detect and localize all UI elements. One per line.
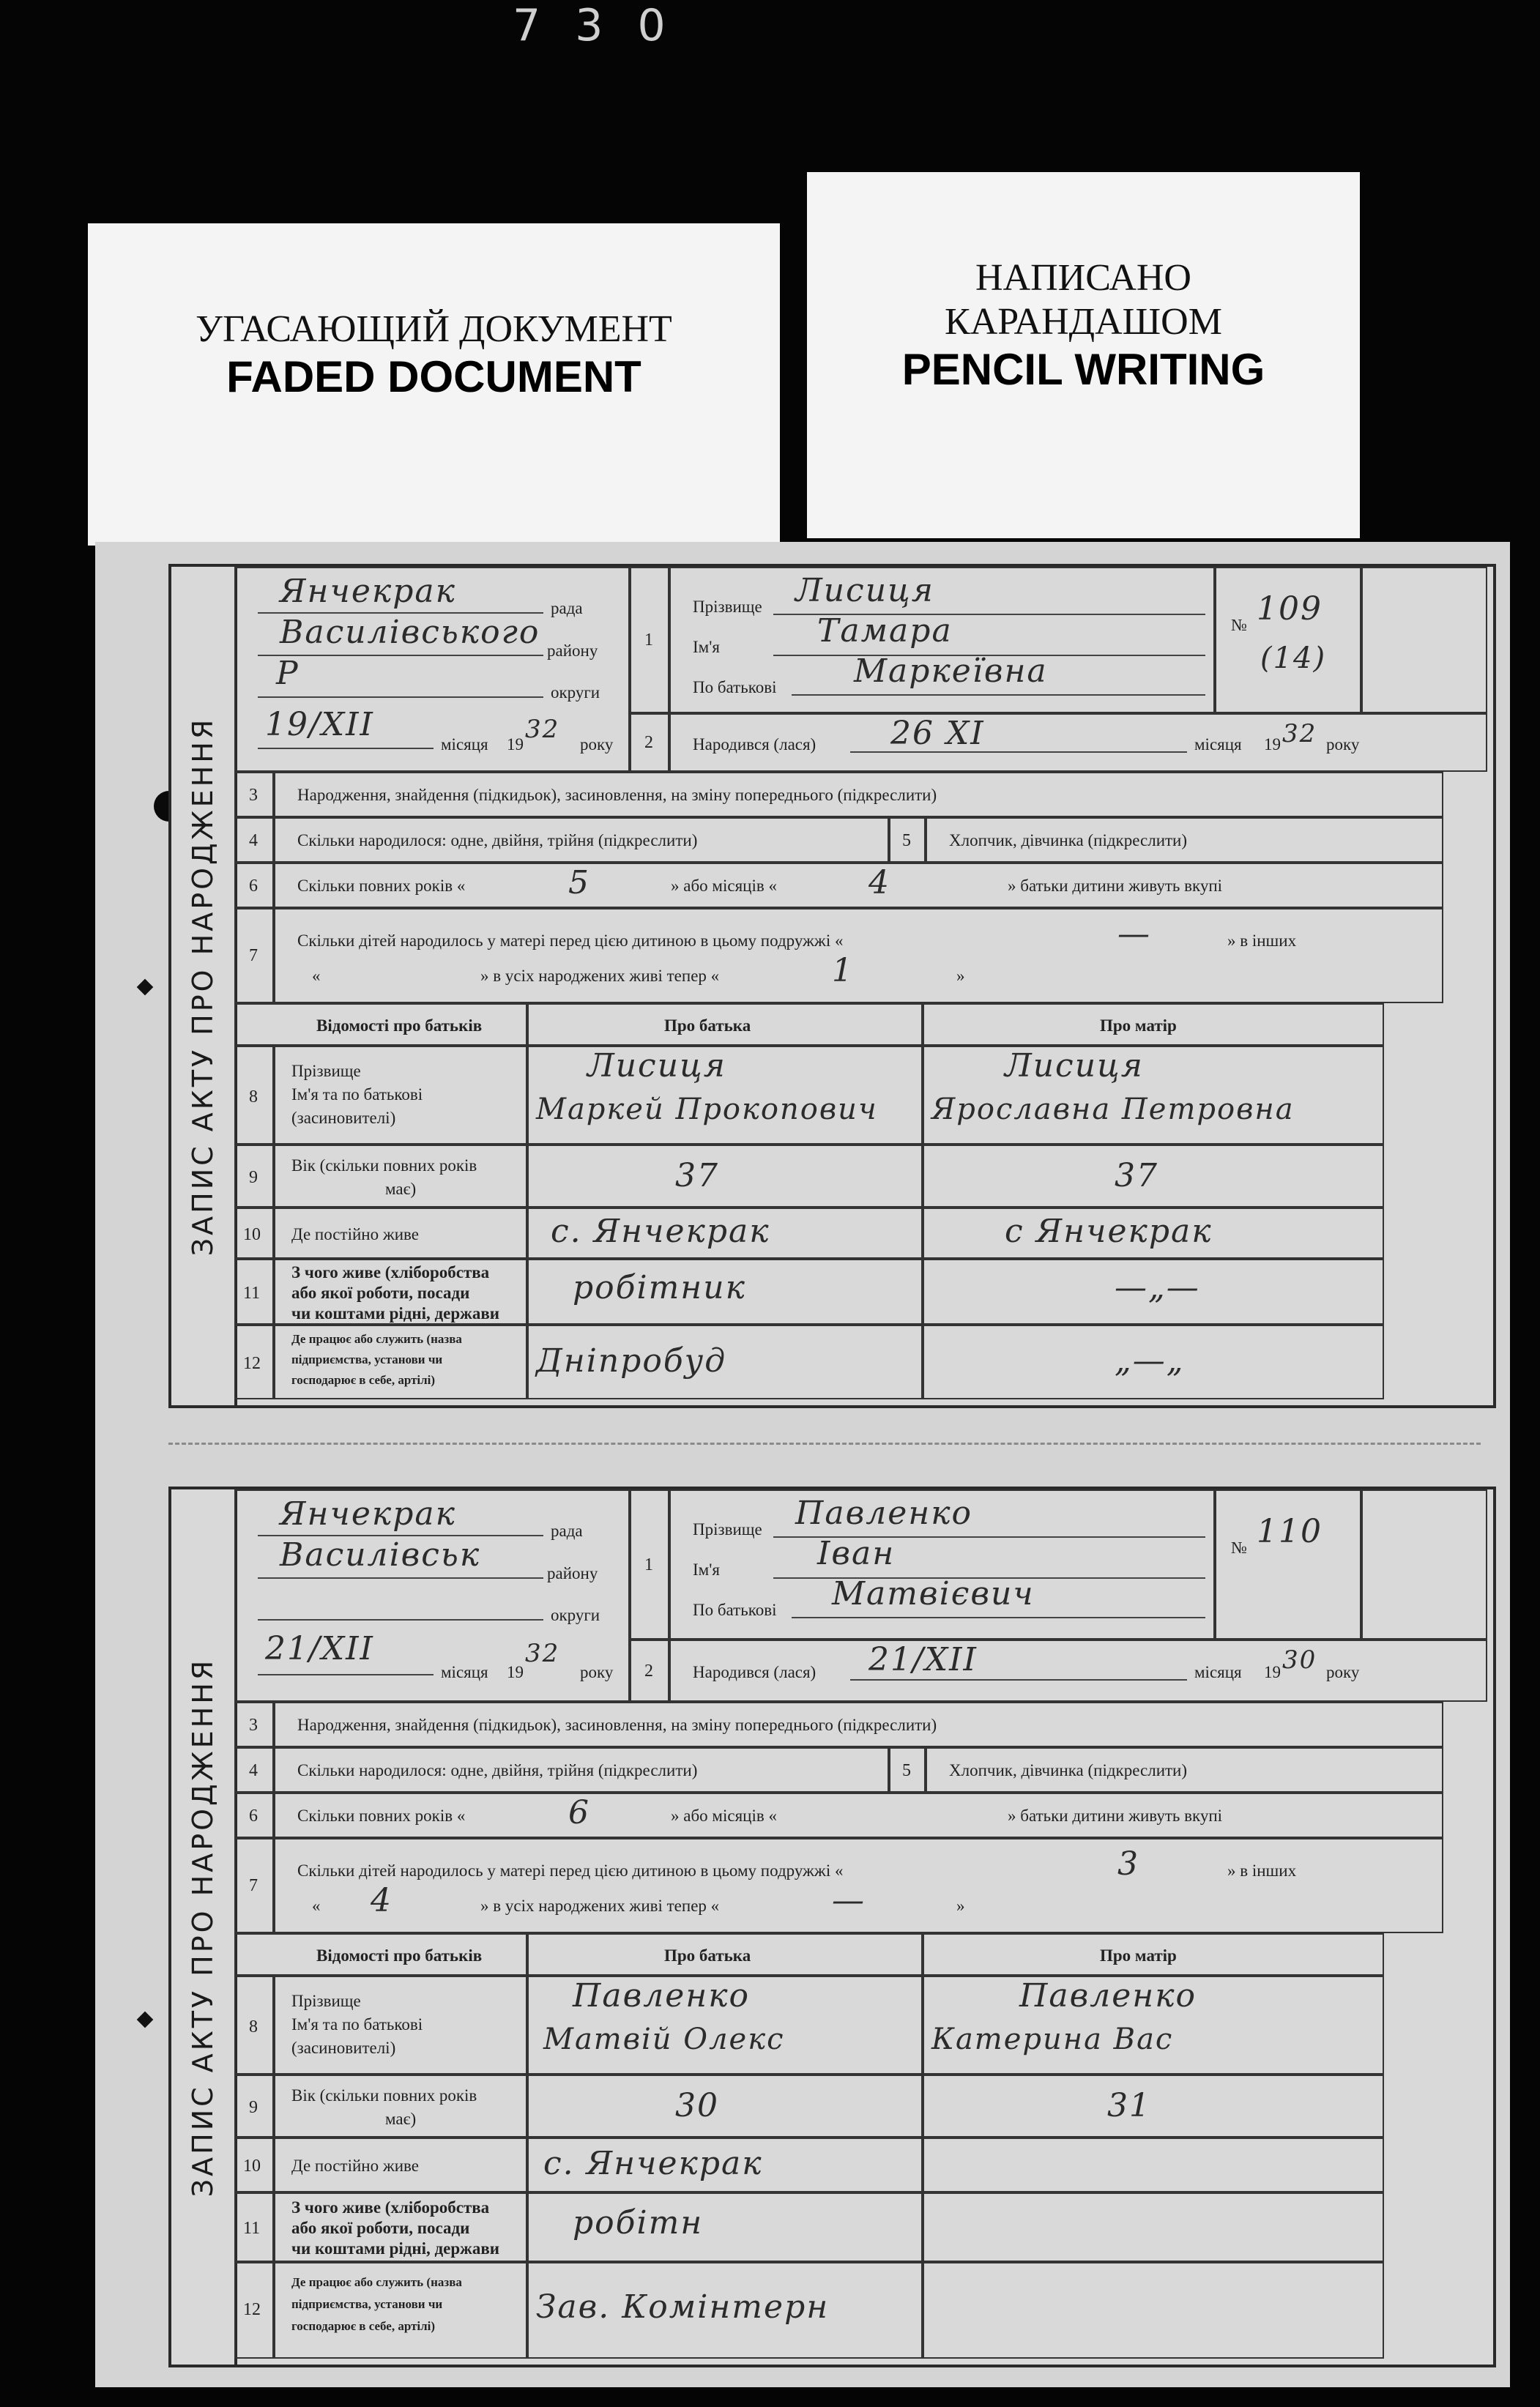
- row-number-1: 1: [644, 630, 653, 650]
- mother-work: „—„: [1115, 1342, 1185, 1380]
- father-name: Матвій Олекс: [543, 2023, 785, 2056]
- row-7-text-a: Скільки дітей народилось у матері перед цією дитиною в цьому подружжі «: [297, 1861, 844, 1880]
- okruga-label: округи: [551, 1606, 600, 1624]
- father-age: 37: [675, 1157, 719, 1194]
- r9-line-1: Вік (скільки повних років: [291, 1156, 477, 1175]
- father-residence: с. Янчекрак: [543, 2145, 763, 2182]
- patronymic-label: По батькові: [693, 1601, 777, 1619]
- header-info-cell: [234, 1933, 527, 1976]
- name-label: Ім'я: [693, 638, 720, 656]
- row-number-4: 4: [249, 1761, 258, 1780]
- row-number-12: 12: [243, 2300, 261, 2319]
- row-number-cell: [630, 567, 669, 713]
- r8-line-2: Ім'я та по батькові: [291, 2015, 423, 2034]
- row-6-months-label: » або місяців «: [671, 1807, 777, 1825]
- father-residence-cell: [527, 2138, 923, 2192]
- birth-year: 32: [1282, 719, 1317, 748]
- surname-label: Прізвище: [693, 1520, 762, 1539]
- row-3-text: Народження, знайдення (підкидьок), засиновлення, на зміну попереднього (підкреслити): [297, 786, 937, 804]
- name-label: Ім'я: [693, 1560, 720, 1579]
- row-4-cell: [274, 1747, 889, 1793]
- mother-surname: Павленко: [1019, 1977, 1197, 2014]
- r12-line-1: Де працює або служить (назва: [291, 1332, 462, 1346]
- row-7-text-e: »: [956, 967, 965, 985]
- document-page: [95, 542, 1510, 2387]
- row-number-8: 8: [249, 1087, 258, 1106]
- patronymic-label: По батькові: [693, 678, 777, 696]
- row-number-cell: [234, 863, 274, 908]
- mother-residence-cell: [923, 1208, 1384, 1259]
- mother-name-cell: [923, 1046, 1384, 1145]
- number-label: №: [1231, 616, 1247, 634]
- row-12-label-cell: [274, 2262, 527, 2359]
- row-number-7: 7: [249, 946, 258, 965]
- registration-date: 21/XII: [265, 1630, 374, 1667]
- row-7-text-c: «: [312, 1897, 321, 1915]
- row-number-cell: [630, 1489, 669, 1640]
- birth-year-prefix: 19: [1264, 1663, 1281, 1681]
- r8-line-3: (засиновителі): [291, 2039, 396, 2057]
- row-7-text-b: » в інших: [1227, 931, 1297, 950]
- year-label: року: [580, 1663, 614, 1681]
- row-9-label-cell: [274, 1145, 527, 1208]
- rada-value: Янчекрак: [280, 573, 456, 610]
- row-3-text: Народження, знайдення (підкидьок), засиновлення, на зміну попереднього (підкреслити): [297, 1716, 937, 1734]
- row-number-cell: [234, 1793, 274, 1838]
- row-number-cell: [234, 1702, 274, 1747]
- years-together: 5: [568, 864, 590, 901]
- birth-year-label: року: [1326, 1663, 1360, 1681]
- row-number-cell: [889, 817, 926, 863]
- row-number-cell: [234, 817, 274, 863]
- row-number-10: 10: [243, 1225, 261, 1244]
- row-4-cell: [274, 817, 889, 863]
- children-this-marriage: —: [1117, 915, 1151, 953]
- okruga-label: округи: [551, 683, 600, 702]
- mother-occupation-cell: [923, 1259, 1384, 1325]
- birth-day: 26 XI: [890, 715, 985, 752]
- birth-record-card-1: [168, 564, 1496, 1408]
- card-separator: [168, 1443, 1481, 1445]
- header-father-cell: [527, 1933, 923, 1976]
- row-12-label-cell: [274, 1325, 527, 1399]
- r9-line-1: Вік (скільки повних років: [291, 2086, 477, 2105]
- blank-cell: [1361, 1489, 1487, 1640]
- r8-line-2: Ім'я та по батькові: [291, 1085, 423, 1104]
- faded-label-en: FADED DOCUMENT: [226, 352, 641, 401]
- birth-year-label: року: [1326, 735, 1360, 754]
- rayon-value: Василівськ: [280, 1536, 481, 1574]
- row-3-cell: [274, 1702, 1443, 1747]
- rada-label: рада: [551, 1522, 583, 1540]
- r11-line-1: З чого живе (хліборобства: [291, 2198, 490, 2217]
- row-number-6: 6: [249, 1807, 258, 1826]
- mother-work-cell: [923, 2262, 1384, 2359]
- row-7-text-d: » в усіх народжених живі тепер «: [480, 1897, 720, 1915]
- row-8-label-cell: [274, 1976, 527, 2075]
- row-7-text-a: Скільки дітей народилось у матері перед цією дитиною в цьому подружжі «: [297, 931, 844, 950]
- pencil-label-en: PENCIL WRITING: [901, 345, 1265, 394]
- row-number-2: 2: [644, 1662, 653, 1681]
- record-number-cell: [1215, 567, 1361, 713]
- r12-line-3: господарює в себе, артілі): [291, 1373, 436, 1387]
- mother-age-cell: [923, 2075, 1384, 2138]
- faded-label-ru: УГАСАЮЩИЙ ДОКУМЕНТ: [196, 308, 672, 350]
- row-7-text-c: «: [312, 967, 321, 985]
- birth-date-cell: [669, 713, 1487, 772]
- r9-line-2: має): [385, 1180, 417, 1198]
- child-name: Тамара: [817, 612, 953, 650]
- father-surname: Павленко: [573, 1977, 751, 2014]
- father-age-cell: [527, 1145, 923, 1208]
- row-6-tail: » батьки дитини живуть вкупі: [1008, 1807, 1223, 1825]
- row-6-years-label: Скільки повних років «: [297, 877, 466, 895]
- pencil-label-ru1: НАПИСАНО: [975, 257, 1191, 299]
- blank-cell: [1361, 567, 1487, 713]
- side-title: ЗАПИС АКТУ ПРО НАРОДЖЕННЯ: [171, 1489, 237, 2365]
- row-number-cell: [234, 1747, 274, 1793]
- row-5-cell: [926, 1747, 1443, 1793]
- row-number-5: 5: [902, 1761, 911, 1780]
- r11-line-2: або якої роботи, посади: [291, 2219, 470, 2237]
- row-number-cell: [234, 1259, 274, 1325]
- row-number-cell: [234, 1325, 274, 1399]
- father-occupation-cell: [527, 1259, 923, 1325]
- row-11-label-cell: [274, 2192, 527, 2262]
- registration-year: 32: [525, 1639, 560, 1668]
- row-number-6: 6: [249, 877, 258, 896]
- r12-line-3: господарює в себе, артілі): [291, 2319, 436, 2333]
- okruga-value: Р: [276, 655, 300, 692]
- r11-line-1: З чого живе (хліборобства: [291, 1263, 490, 1281]
- row-5-cell: [926, 817, 1443, 863]
- record-number: 110: [1257, 1513, 1323, 1550]
- row-7-cell: [274, 1838, 1443, 1933]
- row-8-label-cell: [274, 1046, 527, 1145]
- father-name-cell: [527, 1046, 923, 1145]
- row-number-5: 5: [902, 831, 911, 850]
- row-number-cell: [234, 772, 274, 817]
- r12-line-1: Де працює або служить (назва: [291, 2275, 462, 2289]
- children-this-marriage: 3: [1117, 1845, 1139, 1883]
- row-number-11: 11: [243, 1284, 261, 1303]
- father-work: Дніпробуд: [536, 1342, 727, 1380]
- row-number-cell: [234, 1046, 274, 1145]
- father-occupation-cell: [527, 2192, 923, 2262]
- mother-residence: с Янчекрак: [1005, 1213, 1213, 1250]
- birth-record-card-2: [168, 1487, 1496, 2367]
- record-number-cell: [1215, 1489, 1361, 1640]
- archive-number: 7 3 0: [513, 0, 676, 51]
- months-together: 4: [868, 864, 890, 901]
- father-occupation: робітник: [573, 1269, 746, 1306]
- r8-line-1: Прізвище: [291, 1062, 361, 1080]
- father-work-cell: [527, 2262, 923, 2359]
- child-name-cell: [669, 1489, 1215, 1640]
- rada-label: рада: [551, 599, 583, 617]
- rayon-label: району: [547, 1564, 598, 1582]
- faded-document-label: [88, 223, 780, 546]
- header-info-cell: [234, 1003, 527, 1046]
- surname-label: Прізвище: [693, 598, 762, 616]
- row-6-years-label: Скільки повних років «: [297, 1807, 466, 1825]
- rayon-value: Василівського: [280, 614, 540, 651]
- row-number-11: 11: [243, 2219, 261, 2238]
- mother-occupation: —„—: [1115, 1269, 1200, 1306]
- col-info-label: Відомості про батьків: [316, 1946, 483, 1965]
- child-surname: Лисиця: [795, 572, 934, 609]
- father-age: 30: [675, 2087, 719, 2124]
- birth-month-label: місяця: [1194, 735, 1242, 754]
- record-number: 109: [1257, 590, 1323, 628]
- col-mother-label: Про матір: [1100, 1016, 1177, 1035]
- mother-work-cell: [923, 1325, 1384, 1399]
- row-4-text: Скільки народилося: одне, двійня, трійня (підкреслити): [297, 1761, 698, 1779]
- row-3-cell: [274, 772, 1443, 817]
- child-surname: Павленко: [795, 1495, 973, 1532]
- rayon-label: району: [547, 641, 598, 660]
- father-work: Зав. Комінтерн: [536, 2288, 830, 2326]
- mother-age: 31: [1107, 2087, 1151, 2124]
- row-4-text: Скільки народилося: одне, двійня, трійня (підкреслити): [297, 831, 698, 849]
- pencil-writing-label: [807, 172, 1360, 538]
- row-number-cell: [234, 1838, 274, 1933]
- row-number-cell: [234, 1208, 274, 1259]
- row-6-cell: [274, 863, 1443, 908]
- row-6-cell: [274, 1793, 1443, 1838]
- r8-line-1: Прізвище: [291, 1992, 361, 2010]
- row-number-3: 3: [249, 786, 258, 805]
- born-label: Народився (лася): [693, 735, 817, 754]
- father-age-cell: [527, 2075, 923, 2138]
- birth-year-prefix: 19: [1264, 735, 1281, 754]
- row-number-4: 4: [249, 831, 258, 850]
- binding-mark: [137, 979, 154, 996]
- row-number-12: 12: [243, 1354, 261, 1373]
- alive-now: —: [832, 1882, 866, 1919]
- col-father-label: Про батька: [664, 1016, 751, 1035]
- row-5-text: Хлопчик, дівчинка (підкреслити): [949, 1761, 1188, 1779]
- registry-office-cell: [234, 1489, 630, 1702]
- row-number-cell: [234, 1145, 274, 1208]
- mother-age: 37: [1115, 1157, 1158, 1194]
- col-info-label: Відомості про батьків: [316, 1016, 483, 1035]
- birth-month-label: місяця: [1194, 1663, 1242, 1681]
- year-prefix: 19: [507, 735, 524, 754]
- child-patronymic: Матвієвич: [832, 1575, 1035, 1612]
- father-residence-cell: [527, 1208, 923, 1259]
- row-7-text-d: » в усіх народжених живі тепер «: [480, 967, 720, 985]
- r10-text: Де постійно живе: [291, 2157, 419, 2175]
- row-number-cell: [234, 1976, 274, 2075]
- mother-age-cell: [923, 1145, 1384, 1208]
- row-number-8: 8: [249, 2017, 258, 2036]
- row-number-cell: [234, 2192, 274, 2262]
- registry-office-cell: [234, 567, 630, 772]
- row-number-2: 2: [644, 733, 653, 752]
- row-number-9: 9: [249, 1168, 258, 1187]
- r11-line-2: або якої роботи, посади: [291, 1284, 470, 1302]
- r12-line-2: підприємства, установи чи: [291, 1353, 443, 1366]
- header-mother-cell: [923, 1003, 1384, 1046]
- side-title: ЗАПИС АКТУ ПРО НАРОДЖЕННЯ: [171, 567, 237, 1405]
- record-number-extra: (14): [1260, 641, 1327, 675]
- row-7-text-b: » в інших: [1227, 1861, 1297, 1880]
- mother-surname: Лисиця: [1005, 1047, 1144, 1085]
- row-7-text-e: »: [956, 1897, 965, 1915]
- birth-date-cell: [669, 1640, 1487, 1702]
- father-name: Маркей Прокопович: [536, 1093, 878, 1126]
- row-number-cell: [630, 1640, 669, 1702]
- child-name: Іван: [817, 1535, 896, 1572]
- binding-mark: [137, 2012, 154, 2028]
- father-work-cell: [527, 1325, 923, 1399]
- father-occupation: робітн: [573, 2204, 704, 2242]
- mother-residence-cell: [923, 2138, 1384, 2192]
- row-number-1: 1: [644, 1555, 653, 1574]
- registration-year: 32: [525, 715, 560, 744]
- registration-date: 19/XII: [265, 706, 374, 743]
- r8-line-3: (засиновителі): [291, 1109, 396, 1127]
- r10-text: Де постійно живе: [291, 1225, 419, 1243]
- r9-line-2: має): [385, 2110, 417, 2128]
- father-residence: с. Янчекрак: [551, 1213, 770, 1250]
- row-5-text: Хлопчик, дівчинка (підкреслити): [949, 831, 1188, 849]
- mother-name-cell: [923, 1976, 1384, 2075]
- years-together: 6: [568, 1794, 590, 1831]
- col-mother-label: Про матір: [1100, 1946, 1177, 1965]
- number-label: №: [1231, 1539, 1247, 1557]
- row-number-9: 9: [249, 2098, 258, 2117]
- row-number-10: 10: [243, 2157, 261, 2176]
- row-9-label-cell: [274, 2075, 527, 2138]
- header-father-cell: [527, 1003, 923, 1046]
- header-mother-cell: [923, 1933, 1384, 1976]
- row-7-cell: [274, 908, 1443, 1003]
- pencil-label-ru2: КАРАНДАШОМ: [945, 301, 1222, 343]
- born-label: Народився (лася): [693, 1663, 817, 1681]
- row-6-tail: » батьки дитини живуть вкупі: [1008, 877, 1223, 895]
- row-6-months-label: » або місяців «: [671, 877, 777, 895]
- row-11-label-cell: [274, 1259, 527, 1325]
- year-prefix: 19: [507, 1663, 524, 1681]
- row-number-cell: [889, 1747, 926, 1793]
- children-other: 4: [371, 1882, 393, 1919]
- year-label: року: [580, 735, 614, 754]
- r11-line-3: чи коштами рідні, держави: [291, 1304, 500, 1322]
- father-surname: Лисиця: [587, 1047, 726, 1085]
- mother-name: Ярославна Петровна: [931, 1093, 1295, 1126]
- row-10-label-cell: [274, 1208, 527, 1259]
- mother-occupation-cell: [923, 2192, 1384, 2262]
- col-father-label: Про батька: [664, 1946, 751, 1965]
- row-number-cell: [234, 908, 274, 1003]
- birth-year: 30: [1282, 1645, 1317, 1675]
- row-10-label-cell: [274, 2138, 527, 2192]
- row-number-cell: [234, 2138, 274, 2192]
- r11-line-3: чи коштами рідні, держави: [291, 2239, 500, 2258]
- alive-now: 1: [832, 952, 854, 989]
- row-number-cell: [630, 713, 669, 772]
- father-name-cell: [527, 1976, 923, 2075]
- row-number-3: 3: [249, 1716, 258, 1735]
- row-number-7: 7: [249, 1876, 258, 1895]
- month-label: місяця: [441, 735, 488, 754]
- child-name-cell: [669, 567, 1215, 713]
- row-number-cell: [234, 2075, 274, 2138]
- rada-value: Янчекрак: [280, 1495, 456, 1533]
- r12-line-2: підприємства, установи чи: [291, 2297, 443, 2311]
- row-number-cell: [234, 2262, 274, 2359]
- birth-day: 21/XII: [868, 1641, 978, 1678]
- child-patronymic: Маркеївна: [854, 652, 1048, 690]
- month-label: місяця: [441, 1663, 488, 1681]
- mother-name: Катерина Вас: [931, 2023, 1174, 2056]
